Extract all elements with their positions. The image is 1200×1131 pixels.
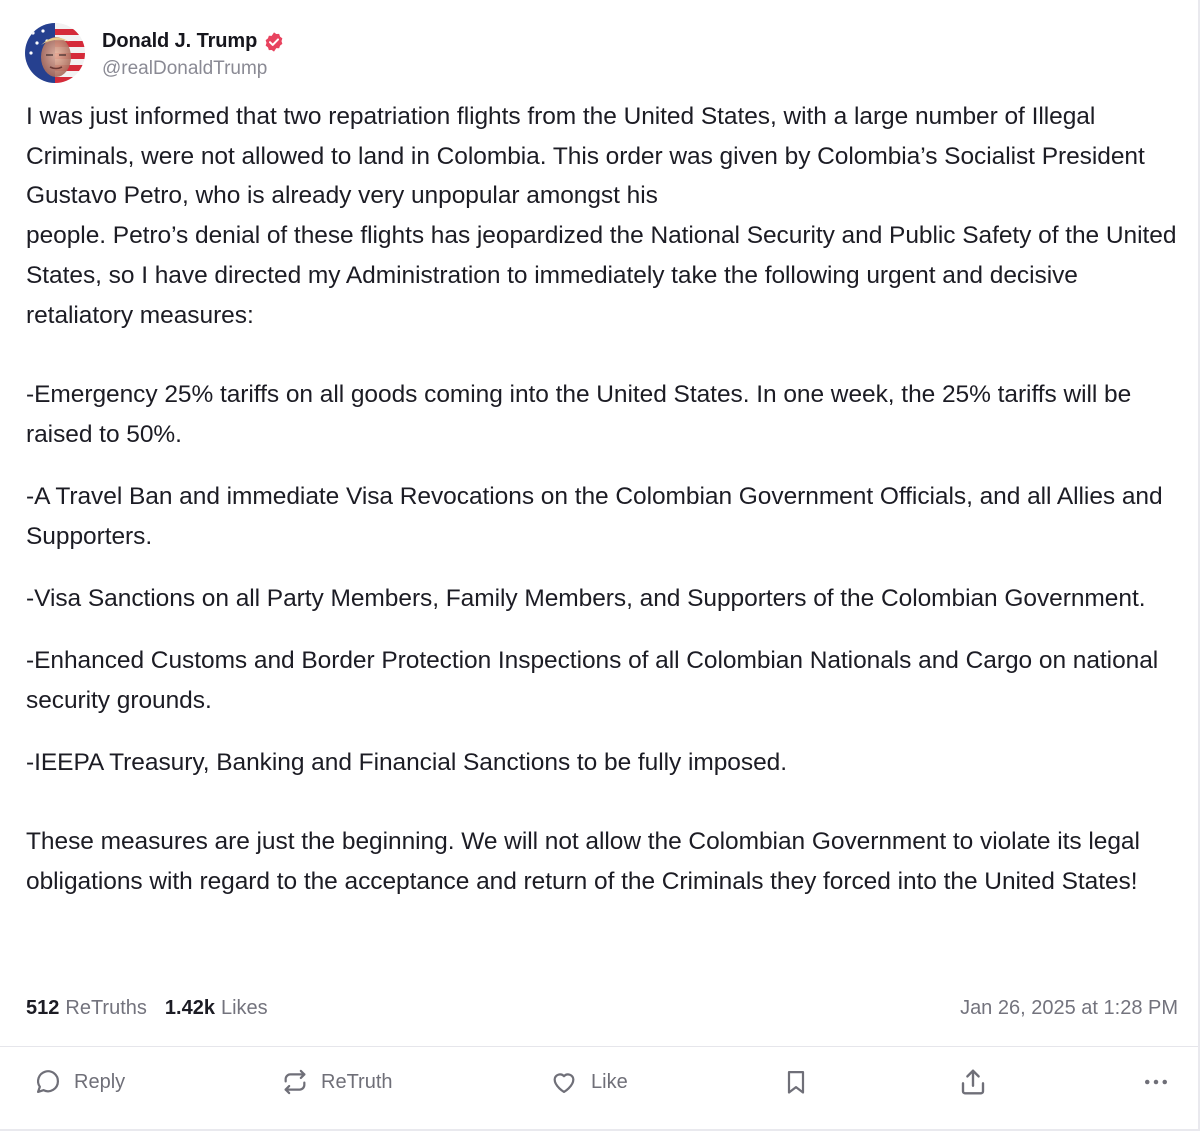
author-handle[interactable]: @realDonaldTrump bbox=[102, 57, 268, 79]
reply-icon bbox=[34, 1068, 62, 1096]
retruth-label: ReTruth bbox=[321, 1070, 393, 1093]
author-display-name[interactable]: Donald J. Trump bbox=[102, 30, 258, 52]
post-paragraph: -IEEPA Treasury, Banking and Financial Sanctions to be fully imposed. bbox=[26, 748, 787, 776]
post-stats bbox=[26, 993, 1178, 1023]
post-header bbox=[25, 22, 285, 84]
post-paragraph: -Visa Sanctions on all Party Members, Family Members, and Supporters of the Colombian Government. bbox=[26, 584, 1146, 612]
reply-label: Reply bbox=[74, 1070, 126, 1093]
post-paragraph: I was just informed that two repatriation flights from the United States, with a large number of Illegal Criminals, were not allowed to land in Colombia. This order was given by Colombia’s Socialist President Gustavo Petro, who is already very unpopular amongst his bbox=[26, 103, 1145, 210]
bookmark-icon bbox=[782, 1067, 810, 1097]
share-icon bbox=[958, 1067, 988, 1097]
post-body bbox=[26, 97, 1181, 902]
retruths-count: 512 bbox=[26, 996, 60, 1019]
likes-count: 1.42k bbox=[164, 996, 215, 1019]
verified-badge-icon bbox=[263, 31, 285, 53]
retruths-label: ReTruths bbox=[65, 996, 147, 1019]
post-paragraph: -Enhanced Customs and Border Protection Inspections of all Colombian Nationals and Cargo on national security grounds. bbox=[26, 646, 1159, 714]
like-button[interactable] bbox=[549, 1058, 628, 1106]
divider bbox=[0, 1046, 1198, 1047]
retruth-icon bbox=[281, 1068, 309, 1096]
post-timestamp[interactable]: Jan 26, 2025 at 1:28 PM bbox=[960, 996, 1178, 1019]
like-icon bbox=[549, 1068, 579, 1096]
bookmark-button[interactable] bbox=[782, 1058, 810, 1106]
share-button[interactable] bbox=[958, 1058, 988, 1106]
post-paragraph: people. Petro’s denial of these flights has jeopardized the National Security and Public Safety of the United States, so I have directed my Administration to immediately take the following urgent and decisive retaliatory measures: bbox=[26, 222, 1177, 329]
avatar[interactable] bbox=[25, 23, 85, 83]
retruth-button[interactable] bbox=[281, 1058, 393, 1106]
post-paragraph: These measures are just the beginning. We will not allow the Colombian Government to violate its legal obligations with regard to the acceptance and return of the Criminals they forced into the United States! bbox=[26, 828, 1140, 895]
likes-stat[interactable] bbox=[165, 997, 268, 1020]
action-bar bbox=[0, 1058, 1198, 1106]
retruths-stat[interactable] bbox=[26, 997, 147, 1020]
more-icon bbox=[1141, 1067, 1171, 1097]
like-label: Like bbox=[591, 1070, 628, 1093]
likes-label: Likes bbox=[220, 996, 268, 1019]
more-options-button[interactable] bbox=[1141, 1058, 1171, 1106]
post-paragraph: -Emergency 25% tariffs on all goods coming into the United States. In one week, the 25% tariffs will be raised to 50%. bbox=[26, 380, 1132, 448]
post-paragraph: -A Travel Ban and immediate Visa Revocations on the Colombian Government Officials, and all Allies and Supporters. bbox=[26, 482, 1163, 550]
reply-button[interactable] bbox=[34, 1058, 125, 1106]
